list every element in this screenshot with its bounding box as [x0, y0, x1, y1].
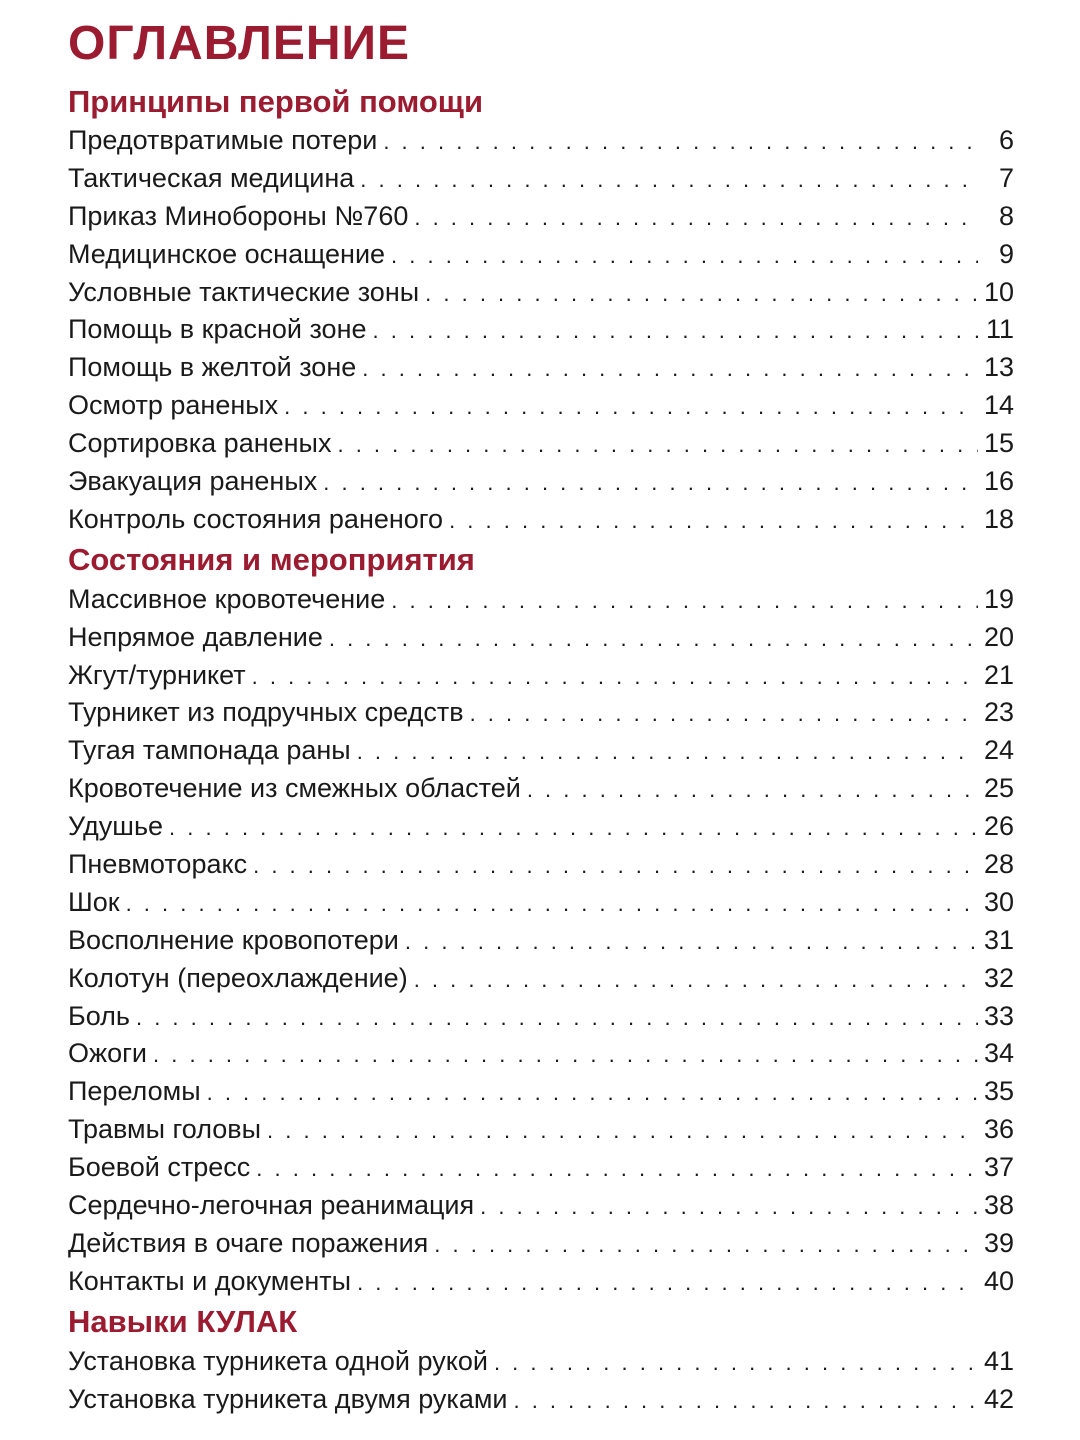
toc-entry[interactable] [68, 387, 1014, 425]
toc-entry-page-number: 37 [983, 1152, 1014, 1183]
toc-entry-page-number: 35 [983, 1076, 1014, 1107]
dot-leader [383, 123, 978, 161]
toc-entry-label: Действия в очаге поражения [68, 1227, 429, 1258]
dot-leader [494, 1344, 978, 1382]
toc-section [68, 539, 1014, 1301]
toc-entry-label: Тугая тампонада раны [68, 735, 351, 766]
toc-entry-label: Турникет из подручных средств [68, 697, 464, 728]
toc-section [68, 82, 1014, 539]
toc-entry[interactable] [68, 198, 1014, 236]
toc-entry-page-number: 9 [998, 238, 1014, 269]
toc-entry-label: Пневмоторакс [68, 849, 248, 880]
toc-entry-page-number: 42 [983, 1383, 1014, 1414]
toc-entry[interactable] [68, 1149, 1014, 1187]
toc-entry-page-number: 8 [998, 200, 1014, 231]
toc-entry-page-number: 26 [983, 811, 1014, 842]
dot-leader [337, 426, 977, 464]
toc-entry-page-number: 40 [983, 1265, 1014, 1296]
dot-leader [405, 923, 978, 961]
toc-entry-page-number: 15 [983, 428, 1014, 459]
dot-leader [357, 1264, 978, 1302]
toc-entry[interactable] [68, 463, 1014, 501]
dot-leader [153, 1036, 978, 1074]
toc-entry-label: Предотвратимые потери [68, 125, 378, 155]
dot-leader [136, 999, 978, 1037]
dot-leader [207, 1074, 978, 1112]
toc-entry-label: Контроль состояния раненого [68, 503, 444, 534]
dot-leader [449, 502, 978, 540]
dot-leader [362, 350, 978, 388]
toc-sections [68, 82, 1014, 1419]
dot-leader [373, 312, 978, 350]
toc-entry-label: Удушье [68, 811, 164, 842]
toc-entry[interactable] [68, 1035, 1014, 1073]
dot-leader [329, 620, 978, 658]
toc-entry-page-number: 39 [983, 1227, 1014, 1258]
toc-entry-page-number: 32 [983, 962, 1014, 993]
dot-leader [470, 695, 978, 733]
toc-entry-page-number: 14 [983, 390, 1014, 421]
toc-entry-label: Установка турникета одной рукой [68, 1345, 488, 1376]
toc-entry-label: Приказ Минобороны №760 [68, 200, 409, 231]
dot-leader [480, 1188, 978, 1226]
section-title: Принципы первой помощи [68, 84, 484, 119]
table-of-contents [68, 0, 1014, 1419]
section-title: Навыки КУЛАК [68, 1303, 298, 1339]
toc-entry-label: Условные тактические зоны [68, 276, 420, 307]
toc-entry[interactable] [68, 1111, 1014, 1149]
toc-entry-page-number: 28 [983, 849, 1014, 880]
toc-entry[interactable] [68, 1343, 1014, 1381]
toc-entry-label: Шок [68, 886, 120, 917]
dot-leader [391, 237, 978, 275]
toc-entry-label: Эвакуация раненых [68, 466, 318, 497]
toc-entry[interactable] [68, 619, 1014, 657]
toc-entry-page-number: 38 [983, 1190, 1014, 1221]
toc-entry[interactable] [68, 694, 1014, 732]
toc-entry-page-number: 33 [983, 1000, 1014, 1031]
toc-entry[interactable] [68, 425, 1014, 463]
toc-entry-label: Ожоги [68, 1038, 148, 1069]
toc-entry-page-number: 31 [983, 924, 1014, 955]
toc-entry[interactable] [68, 122, 1014, 160]
toc-entry[interactable] [68, 922, 1014, 960]
dot-leader [391, 582, 978, 620]
dot-leader [169, 809, 978, 847]
toc-entry-page-number: 34 [983, 1038, 1014, 1069]
toc-entry-label: Непрямое давление [68, 621, 323, 652]
dot-leader [252, 658, 978, 696]
toc-entry[interactable] [68, 311, 1014, 349]
toc-entry[interactable] [68, 657, 1014, 695]
toc-entry-label: Переломы [68, 1076, 201, 1107]
toc-entry[interactable] [68, 1073, 1014, 1111]
toc-entry-label: Контакты и документы [68, 1265, 352, 1296]
dot-leader [513, 1382, 977, 1420]
toc-entry-page-number: 20 [983, 621, 1014, 652]
toc-entry[interactable] [68, 808, 1014, 846]
dot-leader [253, 847, 978, 885]
toc-entry[interactable] [68, 846, 1014, 884]
dot-leader [256, 1150, 978, 1188]
toc-entry[interactable] [68, 1225, 1014, 1263]
toc-entry[interactable] [68, 501, 1014, 539]
toc-entry-label: Осмотр раненых [68, 390, 279, 421]
toc-entry-label: Помощь в красной зоне [68, 314, 367, 345]
toc-entry-page-number: 19 [983, 583, 1014, 614]
toc-entry-page-number: 13 [983, 352, 1014, 383]
toc-entry-label: Кровотечение из смежных областей [68, 773, 521, 804]
toc-entry-label: Сортировка раненых [68, 428, 332, 459]
toc-entry-page-number: 7 [998, 162, 1014, 193]
dot-leader [267, 1112, 978, 1150]
toc-entry-page-number: 23 [983, 697, 1014, 728]
toc-entry-label: Медицинское оснащение [68, 238, 386, 269]
toc-entry-label: Травмы головы [68, 1114, 262, 1145]
toc-entry-page-number: 30 [983, 886, 1014, 917]
toc-entry-label: Колотун (переохлаждение) [68, 962, 408, 993]
toc-entry-page-number: 25 [983, 773, 1014, 804]
toc-entry-label: Боевой стресс [68, 1152, 251, 1183]
toc-entry[interactable] [68, 960, 1014, 998]
toc-entry-label: Восполнение кровопотери [68, 924, 399, 955]
dot-leader [357, 733, 978, 771]
toc-entry-label: Помощь в желтой зоне [68, 352, 357, 383]
toc-entry-page-number: 24 [983, 735, 1014, 766]
toc-section [68, 1301, 1014, 1419]
dot-leader [434, 1226, 978, 1264]
toc-entry-page-number: 21 [983, 659, 1014, 690]
toc-entry-page-number: 18 [983, 503, 1014, 534]
toc-entry-label: Установка турникета двумя руками [68, 1383, 508, 1414]
toc-entry[interactable] [68, 1263, 1014, 1301]
toc-entry[interactable] [68, 732, 1014, 770]
toc-entry[interactable] [68, 160, 1014, 198]
dot-leader [323, 464, 978, 502]
page-title: ОГЛАВЛЕНИЕ [68, 17, 411, 70]
toc-entry[interactable] [68, 998, 1014, 1036]
toc-entry-page-number: 16 [983, 466, 1014, 497]
toc-entry-page-number: 6 [998, 125, 1014, 155]
toc-entry[interactable] [68, 581, 1014, 619]
toc-entry-label: Боль [68, 1000, 130, 1031]
toc-entry[interactable] [68, 274, 1014, 312]
toc-entry[interactable] [68, 884, 1014, 922]
toc-entry-label: Массивное кровотечение [68, 583, 386, 614]
toc-entry-label: Жгут/турникет [68, 659, 246, 690]
toc-entry-page-number: 41 [983, 1345, 1014, 1376]
toc-entry[interactable] [68, 770, 1014, 808]
dot-leader [126, 885, 978, 923]
toc-entry[interactable] [68, 1187, 1014, 1225]
toc-entry-label: Сердечно-легочная реанимация [68, 1190, 475, 1221]
toc-entry-page-number: 10 [983, 276, 1014, 307]
dot-leader [527, 771, 978, 809]
toc-entry[interactable] [68, 236, 1014, 274]
toc-entry[interactable] [68, 349, 1014, 387]
dot-leader [414, 961, 978, 999]
dot-leader [360, 161, 978, 199]
dot-leader [284, 388, 978, 426]
toc-entry-page-number: 36 [983, 1114, 1014, 1145]
toc-entry-label: Тактическая медицина [68, 162, 355, 193]
dot-leader [414, 199, 978, 237]
toc-entry-page-number: 11 [985, 314, 1014, 345]
toc-entry[interactable] [68, 1381, 1014, 1419]
section-title: Состояния и мероприятия [68, 541, 475, 577]
dot-leader [425, 275, 978, 313]
